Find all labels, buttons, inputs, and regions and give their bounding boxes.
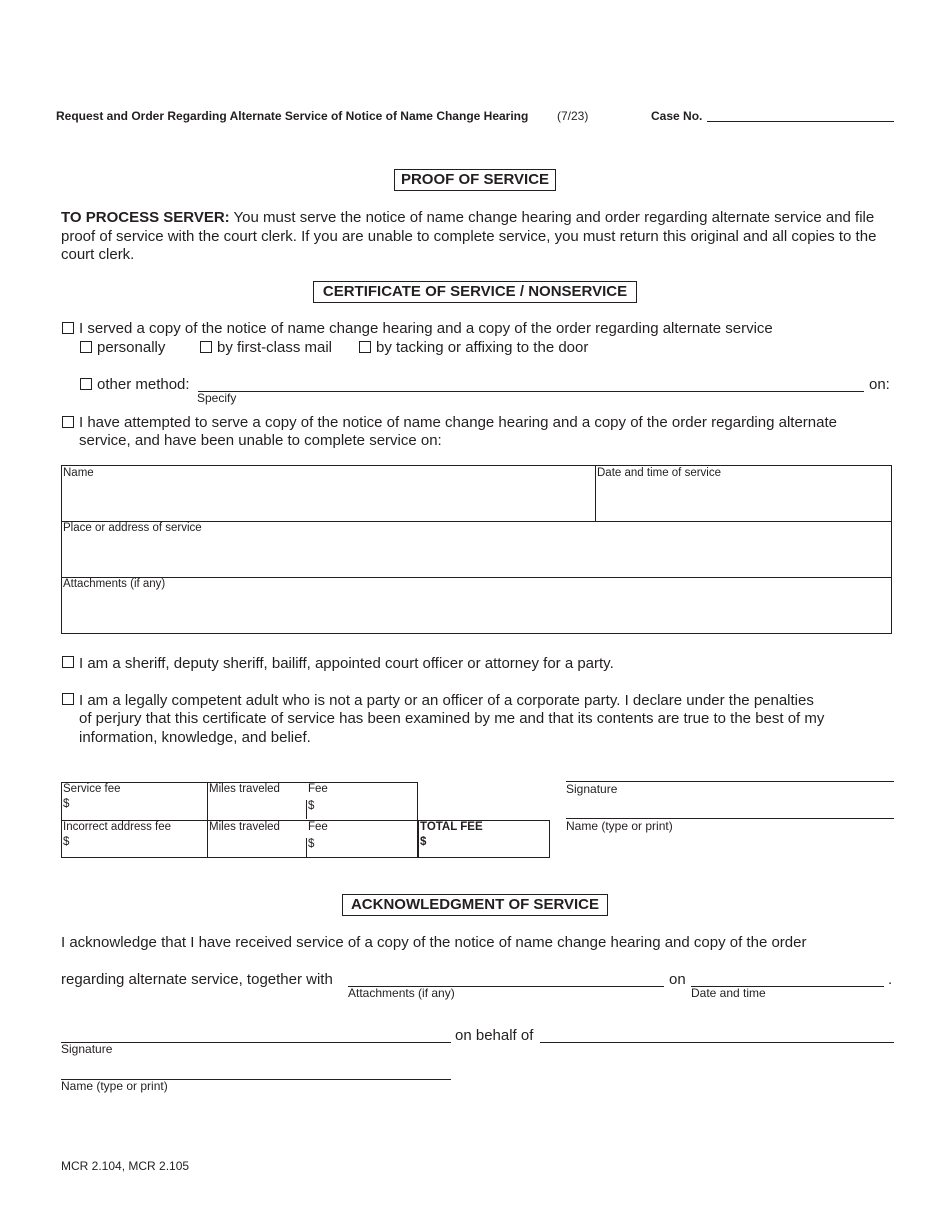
total-fee-dollar: $ <box>420 836 427 848</box>
service-fee-dollar: $ <box>63 798 70 810</box>
miles-traveled-label: Miles traveled <box>209 783 280 795</box>
adult-statement-line-3: information, knowledge, and belief. <box>79 729 311 746</box>
served-on-label: on: <box>869 376 890 393</box>
on-behalf-of-label: on behalf of <box>455 1027 534 1044</box>
process-server-instructions <box>61 209 891 265</box>
served-statement: I served a copy of the notice of name change hearing and a copy of the order regarding alternate service <box>79 320 773 337</box>
total-fee-label: TOTAL FEE <box>420 821 483 833</box>
table-divider <box>306 800 307 819</box>
form-title: Request and Order Regarding Alternate Service of Notice of Name Change Hearing <box>56 109 529 123</box>
tacking-label: by tacking or affixing to the door <box>376 339 589 356</box>
officer-checkbox[interactable] <box>62 656 74 668</box>
case-no-label: Case No. <box>651 109 703 123</box>
acknowledgment-title: ACKNOWLEDGMENT OF SERVICE <box>342 894 608 916</box>
first-class-mail-checkbox[interactable] <box>200 341 212 353</box>
case-no-field[interactable] <box>707 121 894 122</box>
signature-caption: Signature <box>566 782 618 796</box>
ack-attachments-caption: Attachments (if any) <box>348 986 455 1000</box>
place-cell-label: Place or address of service <box>63 522 202 534</box>
proof-of-service-title: PROOF OF SERVICE <box>394 169 556 191</box>
ack-period: . <box>888 971 893 988</box>
adult-checkbox[interactable] <box>62 693 74 705</box>
other-method-label: other method: <box>97 376 190 393</box>
personally-checkbox[interactable] <box>80 341 92 353</box>
instructions-body: You must serve the notice of name change hearing and order regarding alternate service and file proof of service with the court clerk. If you are unable to complete service, you must return this original and all copies to the court clerk. <box>61 209 877 263</box>
attachments-cell-label: Attachments (if any) <box>63 578 166 590</box>
first-class-mail-label: by first-class mail <box>217 339 333 356</box>
attempted-checkbox[interactable] <box>62 416 74 428</box>
instructions-lead: TO PROCESS SERVER: <box>61 209 230 226</box>
certificate-title: CERTIFICATE OF SERVICE / NONSERVICE <box>313 281 637 303</box>
service-fee-label: Service fee <box>63 783 121 795</box>
ack-signature-field[interactable] <box>61 1042 451 1043</box>
name-caption: Name (type or print) <box>566 819 673 833</box>
fee-dollar: $ <box>308 800 315 812</box>
table-divider <box>306 838 307 857</box>
on-behalf-of-field[interactable] <box>540 1042 894 1043</box>
name-cell-label: Name <box>63 467 94 479</box>
ack-name-caption: Name (type or print) <box>61 1079 168 1093</box>
fee-label: Fee <box>308 783 328 795</box>
adult-statement-line-2: of perjury that this certificate of service has been examined by me and that its contents are true to the best of my <box>79 710 825 727</box>
ack-on-label: on <box>669 971 686 988</box>
fee-dollar: $ <box>308 838 315 850</box>
other-method-checkbox[interactable] <box>80 378 92 390</box>
personally-label: personally <box>97 339 166 356</box>
served-checkbox[interactable] <box>62 322 74 334</box>
form-revision: (7/23) <box>557 109 589 123</box>
ack-date-time-caption: Date and time <box>691 986 766 1000</box>
adult-statement-line-1: I am a legally competent adult who is not a party or an officer of a corporate party. I declare under the penalties <box>79 692 814 709</box>
other-method-field[interactable] <box>198 391 864 392</box>
acknowledgment-line-1: I acknowledge that I have received service of a copy of the notice of name change hearing and copy of the order <box>61 934 807 951</box>
incorrect-fee-dollar: $ <box>63 836 70 848</box>
acknowledgment-line-2: regarding alternate service, together with <box>61 971 333 988</box>
date-time-cell-label: Date and time of service <box>597 467 722 479</box>
attempted-line-1: I have attempted to serve a copy of the notice of name change hearing and a copy of the order regarding alternate <box>79 414 837 431</box>
tacking-checkbox[interactable] <box>359 341 371 353</box>
court-rule-citation: MCR 2.104, MCR 2.105 <box>61 1159 190 1173</box>
specify-caption: Specify <box>197 391 237 405</box>
incorrect-address-fee-label: Incorrect address fee <box>63 821 172 833</box>
table-divider <box>61 577 892 578</box>
officer-statement: I am a sheriff, deputy sheriff, bailiff, appointed court officer or attorney for a party. <box>79 655 614 672</box>
fee-label: Fee <box>308 821 328 833</box>
service-details-table <box>61 465 892 634</box>
table-divider <box>595 465 596 521</box>
table-divider <box>207 782 208 858</box>
attempted-line-2: service, and have been unable to complete service on: <box>79 432 442 449</box>
ack-signature-caption: Signature <box>61 1042 113 1056</box>
miles-traveled-label: Miles traveled <box>209 821 280 833</box>
